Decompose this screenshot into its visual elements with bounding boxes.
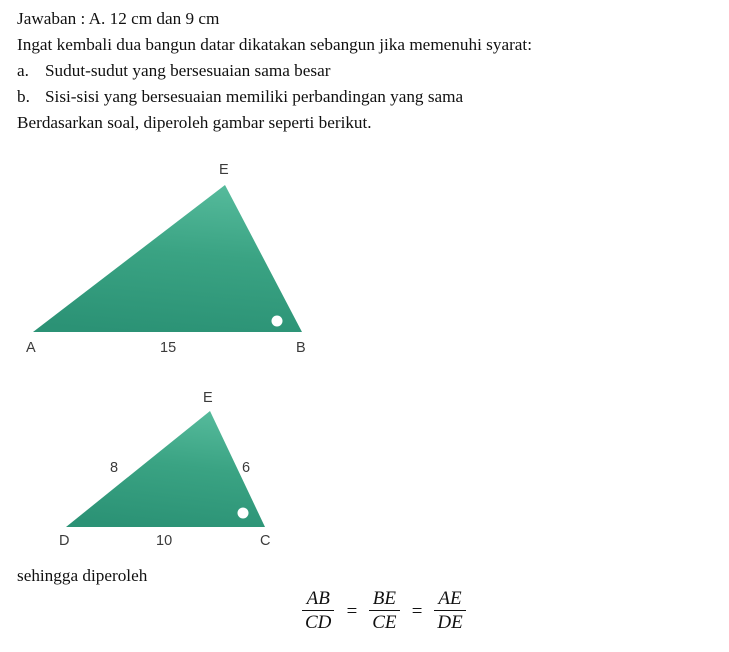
side-label-de: 8 <box>110 460 119 476</box>
vertex-label-e-top: E <box>219 162 229 178</box>
side-label-ab: 15 <box>160 340 177 356</box>
vertex-label-b: B <box>296 340 306 356</box>
figure-triangle-dce <box>0 0 330 560</box>
proportion-formula <box>300 588 468 634</box>
fraction-be-ce <box>369 588 399 634</box>
side-label-dc: 10 <box>156 533 173 549</box>
figure-intro-line: Berdasarkan soal, diperoleh gambar seperti berikut. <box>17 113 372 132</box>
vertex-label-e-bottom: E <box>203 390 213 406</box>
condition-marker-b: b. <box>17 87 30 106</box>
condition-text-a: Sudut-sudut yang bersesuaian sama besar <box>45 61 331 80</box>
intro-line: Ingat kembali dua bangun datar dikatakan sebangun jika memenuhi syarat: <box>17 35 532 54</box>
answer-line: Jawaban : A. 12 cm dan 9 cm <box>17 9 220 28</box>
vertex-label-d: D <box>59 533 70 549</box>
fraction-numerator-ae: AE <box>438 588 462 609</box>
triangle-dce-shape <box>66 411 265 527</box>
fraction-ab-cd <box>302 588 334 634</box>
side-label-ce: 6 <box>242 460 251 476</box>
fraction-denominator-ce: CE <box>369 610 399 633</box>
fraction-numerator-be: BE <box>372 588 396 609</box>
fraction-denominator-de: DE <box>434 610 465 633</box>
condition-marker-a: a. <box>17 61 29 80</box>
fraction-ae-de <box>434 588 465 634</box>
right-angle-dot-c <box>238 508 249 519</box>
condition-text-b: Sisi-sisi yang bersesuaian memiliki perbandingan yang sama <box>45 87 464 106</box>
fraction-denominator-cd: CD <box>302 610 334 633</box>
vertex-label-c: C <box>260 533 271 549</box>
closing-line: sehingga diperoleh <box>17 566 148 585</box>
equals-sign-1: = <box>345 600 359 622</box>
vertex-label-a: A <box>26 340 36 356</box>
fraction-numerator-ab: AB <box>306 588 330 609</box>
equals-sign-2: = <box>410 600 424 622</box>
